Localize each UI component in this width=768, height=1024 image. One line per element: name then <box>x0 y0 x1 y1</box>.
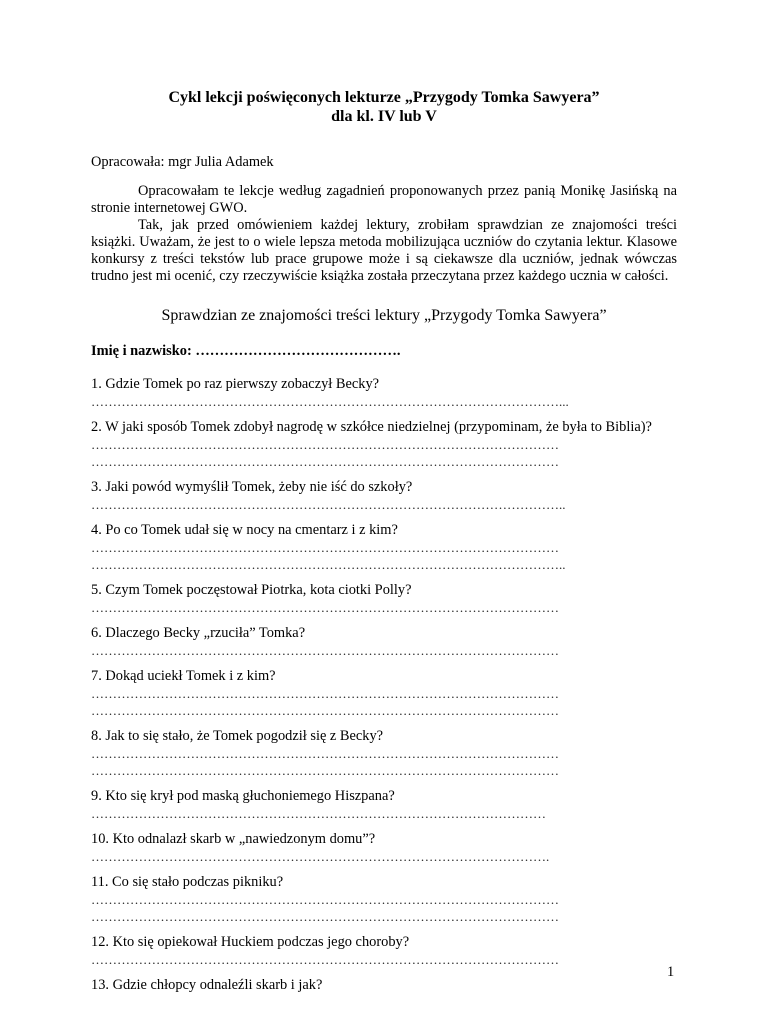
test-title: Sprawdzian ze znajomości treści lektury „Przygody Tomka Sawyera” <box>161 307 607 324</box>
question-text: 2. W jaki sposób Tomek zdobył nagrodę w szkółce niedzielnej (przypominam, że była to Biblia)? <box>91 419 652 435</box>
question-text: 13. Gdzie chłopcy odnaleźli skarb i jak? <box>91 977 323 993</box>
page-content <box>91 88 677 1003</box>
question-item <box>91 376 677 410</box>
question-text: 4. Po co Tomek udał się w nocy na cmentarz i z kim? <box>91 522 398 538</box>
question-item <box>91 788 677 822</box>
question-text: 9. Kto się krył pod maską głuchoniemego Hiszpana? <box>91 788 395 804</box>
question-item <box>91 479 677 513</box>
question-item <box>91 582 677 616</box>
question-item <box>91 668 677 719</box>
answer-line[interactable]: ……………………………………………………………………………………………….. <box>91 557 566 572</box>
intro-paragraph-2: Tak, jak przed omówieniem każdej lektury, zrobiłam sprawdzian ze znajomości treści książki. Uważam, że jest to o wiele lepsza metoda mobilizująca uczniów do czytania lektur. Klasowe konkursy z treści tekstów lub prace grupowe może i są ciekawsze dla uczniów, jednak wówczas trudno jest mi ocenić, czy rzeczywiście książka została przeczytana przez każdego ucznia w całości. <box>91 217 677 284</box>
answer-line[interactable]: ……………………………………………………………………………………………… <box>91 703 559 718</box>
question-text: 10. Kto odnalazł skarb w „nawiedzonym domu”? <box>91 831 376 847</box>
answer-line[interactable]: ……………………………………………………………………………………………….. <box>91 497 566 512</box>
question-item <box>91 419 677 470</box>
question-item <box>91 728 677 779</box>
answer-line[interactable]: ……………………………………………………………………………………………… <box>91 746 559 761</box>
answer-line[interactable]: ……………………………………………………………………………………………… <box>91 454 559 469</box>
question-item <box>91 874 677 925</box>
question-text: 5. Czym Tomek poczęstował Piotrka, kota ciotki Polly? <box>91 582 412 598</box>
question-list <box>91 376 677 994</box>
title-line-1: Cykl lekcji poświęconych lekturze „Przygody Tomka Sawyera” <box>168 89 600 106</box>
answer-line[interactable]: ……………………………………………………………………………………………… <box>91 763 559 778</box>
question-item <box>91 831 677 865</box>
answer-line[interactable]: ……………………………………………………………………………………………… <box>91 600 559 615</box>
answer-line[interactable]: ……………………………………………………………………………………………… <box>91 952 559 967</box>
page-number: 1 <box>667 964 675 980</box>
answer-line[interactable]: ……………………………………………………………………………………………… <box>91 909 559 924</box>
answer-line[interactable]: ……………………………………………………………………………………………… <box>91 643 559 658</box>
answer-line[interactable]: ……………………………………………………………………………………………. <box>91 849 550 864</box>
answer-line[interactable]: ………………………………………………………………………………………………... <box>91 394 569 409</box>
question-item <box>91 625 677 659</box>
question-item <box>91 522 677 573</box>
name-field <box>91 343 677 360</box>
author-line: Opracowała: mgr Julia Adamek <box>91 154 274 170</box>
question-text: 6. Dlaczego Becky „rzuciła” Tomka? <box>91 625 306 641</box>
question-text: 1. Gdzie Tomek po raz pierwszy zobaczył Becky? <box>91 376 380 392</box>
question-item <box>91 977 677 994</box>
question-text: 12. Kto się opiekował Huckiem podczas jego choroby? <box>91 934 410 950</box>
question-text: 8. Jak to się stało, że Tomek pogodził się z Becky? <box>91 728 384 744</box>
question-item <box>91 934 677 968</box>
answer-line[interactable]: …………………………………………………………………………………………… <box>91 806 546 821</box>
name-field-label: Imię i nazwisko: <box>91 343 192 359</box>
name-field-blank: ……………………………………. <box>195 343 401 359</box>
document-title <box>91 88 677 126</box>
title-line-2: dla kl. IV lub V <box>331 108 437 125</box>
intro-paragraph-1: Opracowałam te lekcje według zagadnień proponowanych przez panią Monikę Jasińską na stronie internetowej GWO. <box>91 183 677 216</box>
question-text: 7. Dokąd uciekł Tomek i z kim? <box>91 668 276 684</box>
question-text: 3. Jaki powód wymyślił Tomek, żeby nie iść do szkoły? <box>91 479 413 495</box>
answer-line[interactable]: ……………………………………………………………………………………………… <box>91 892 559 907</box>
answer-line[interactable]: ……………………………………………………………………………………………… <box>91 686 559 701</box>
answer-line[interactable]: ……………………………………………………………………………………………… <box>91 437 559 452</box>
answer-line[interactable]: ……………………………………………………………………………………………… <box>91 540 559 555</box>
question-text: 11. Co się stało podczas pikniku? <box>91 874 284 890</box>
